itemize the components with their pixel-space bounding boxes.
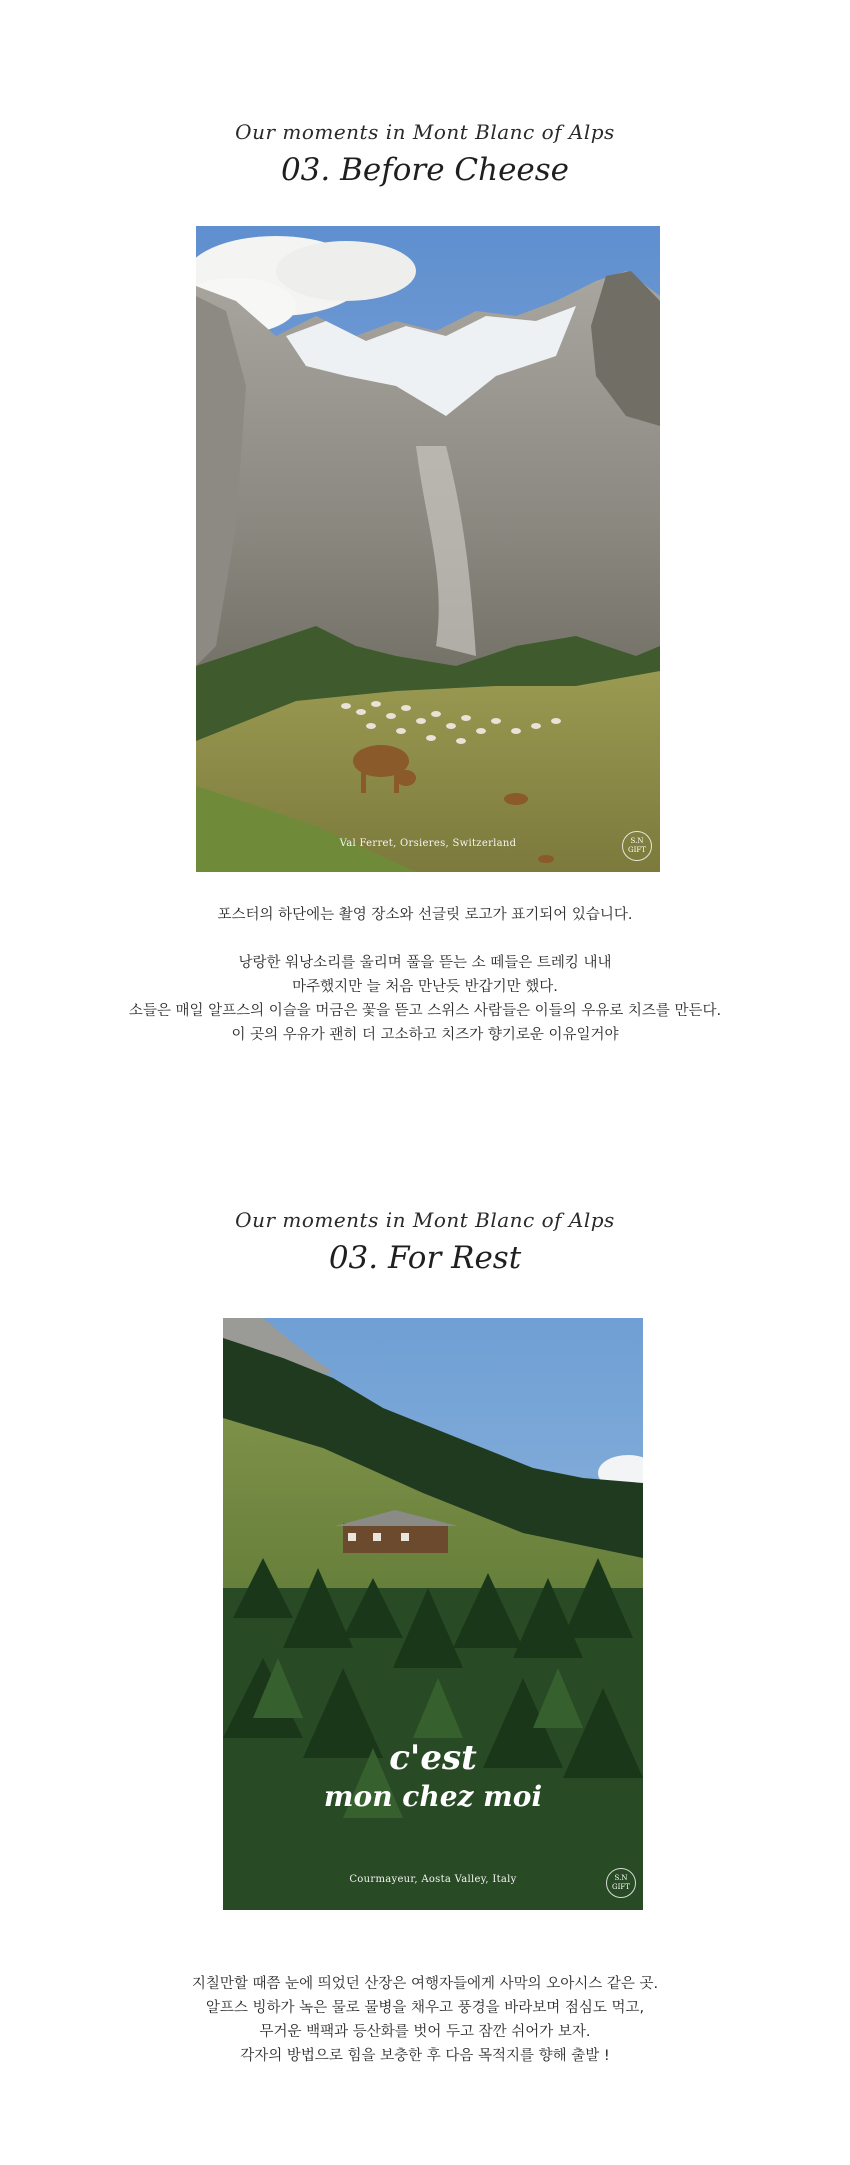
section-eyebrow: Our moments in Mont Blanc of Alps: [235, 1208, 615, 1232]
body-line: 알프스 빙하가 녹은 물로 물병을 채우고 풍경을 바라보며 점심도 먹고,: [205, 2000, 645, 2016]
section-before-cheese-header: [0, 120, 850, 188]
body-line: 소들은 매일 알프스의 이슬을 머금은 꽃을 뜯고 스위스 사람들은 이들의 우유로 치즈를 만든다.: [128, 1003, 722, 1019]
brand-logo: S.N GIFT: [622, 831, 652, 861]
poster-before-cheese: [196, 226, 660, 872]
poster-note: 포스터의 하단에는 촬영 장소와 선글릿 로고가 표기되어 있습니다.: [217, 907, 633, 923]
body-line: 지칠만할 때쯤 눈에 띄었던 산장은 여행자들에게 사막의 오아시스 같은 곳.: [191, 1976, 659, 1992]
photo-location-caption: Val Ferret, Orsieres, Switzerland: [339, 838, 517, 849]
section-before-cheese-text: [0, 903, 850, 1047]
section-heading: 03. For Rest: [328, 1240, 522, 1276]
photo-location-caption: Courmayeur, Aosta Valley, Italy: [349, 1874, 517, 1885]
body-line: 낭랑한 워낭소리를 울리며 풀을 뜯는 소 떼들은 트레킹 내내: [238, 955, 612, 971]
alpine-cow-pasture-photo: [196, 226, 660, 872]
section-for-rest-header: [0, 1208, 850, 1276]
body-line: 무거운 백팩과 등산화를 벗어 두고 잠깐 쉬어가 보자.: [259, 2024, 591, 2040]
body-line: 각자의 방법으로 힘을 보충한 후 다음 목적지를 향해 출발 !: [240, 2048, 610, 2064]
section-heading: 03. Before Cheese: [280, 152, 570, 188]
alpine-chalet-forest-photo: [223, 1318, 643, 1910]
body-line: 이 곳의 우유가 괜히 더 고소하고 치즈가 향기로운 이유일거야: [231, 1027, 619, 1043]
poster-overlay-line1: c'est: [389, 1738, 477, 1778]
brand-logo: S.N GIFT: [606, 1868, 636, 1898]
body-line: 마주했지만 늘 처음 만난듯 반갑기만 했다.: [292, 979, 558, 995]
section-for-rest-text: [0, 1972, 850, 2068]
poster-overlay-line2: mon chez moi: [323, 1780, 543, 1813]
poster-for-rest: [223, 1318, 643, 1910]
section-eyebrow: Our moments in Mont Blanc of Alps: [235, 120, 615, 144]
